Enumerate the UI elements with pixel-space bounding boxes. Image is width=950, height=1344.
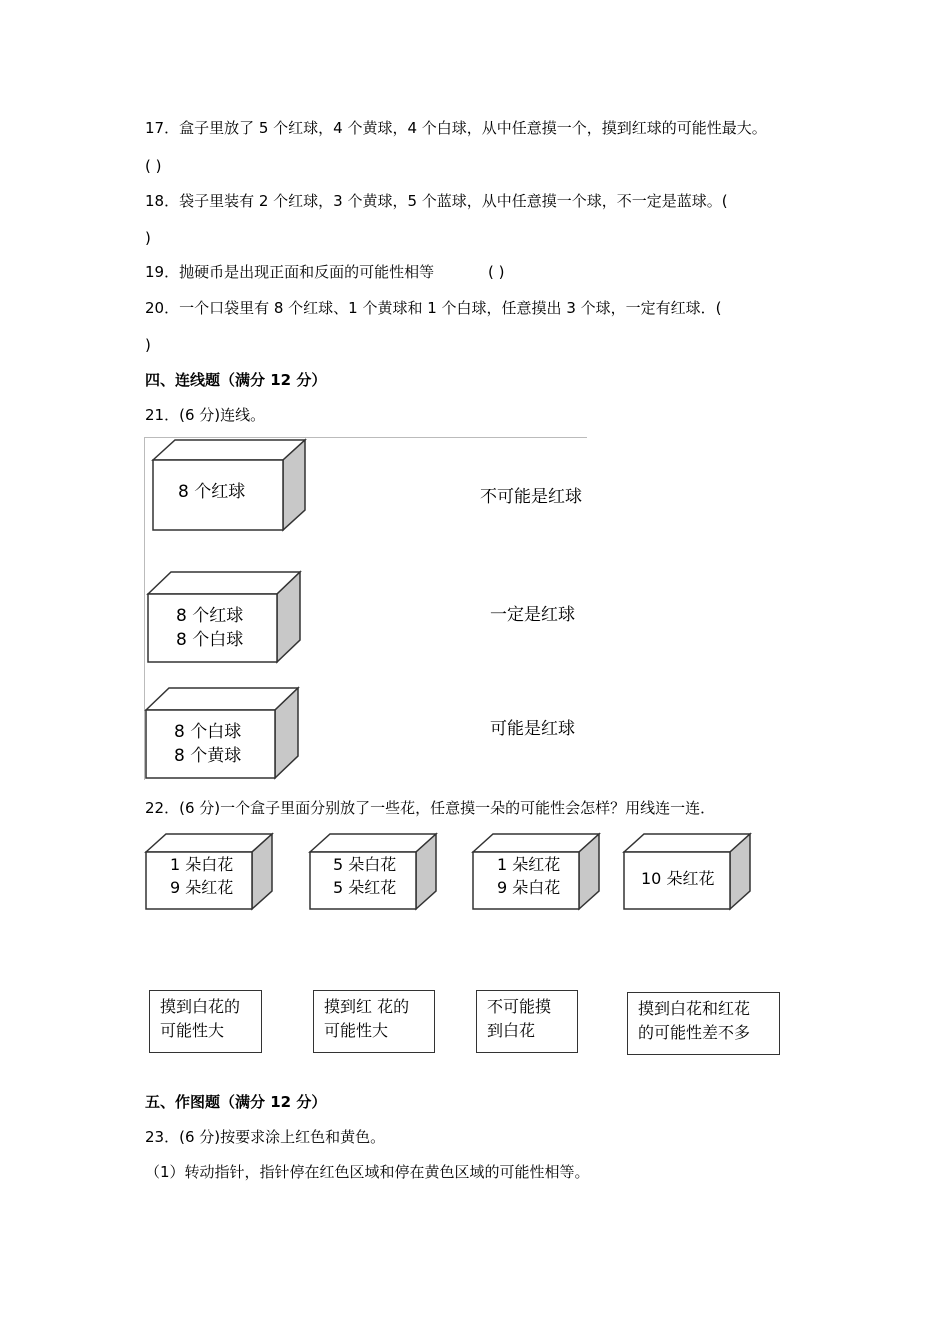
q22-title: 22．(6 分)一个盒子里面分别放了一些花，任意摸一朵的可能性会怎样？用线连一连． bbox=[145, 799, 716, 817]
q20-text: 20．一个口袋里有 8 个红球、1 个黄球和 1 个白球，任意摸出 3 个球，一定有红球．( bbox=[145, 299, 722, 317]
section-5-heading: 五、作图题（满分 12 分） bbox=[145, 1093, 327, 1111]
q23-sub1: （1）转动指针，指针停在红色区域和停在黄色区域的可能性相等。 bbox=[145, 1163, 590, 1181]
q19-text: 19．抛硬币是出现正面和反面的可能性相等 bbox=[145, 263, 435, 281]
q21-answer-possible: 可能是红球 bbox=[490, 719, 575, 739]
q18-text: 18．袋子里装有 2 个红球，3 个黄球，5 个蓝球，从中任意摸一个球，不一定是蓝球。( bbox=[145, 192, 728, 210]
q19-answer-paren: ( ) bbox=[488, 263, 505, 281]
q21-box-3-label: 8 个白球 8 个黄球 bbox=[174, 722, 242, 766]
q20-answer-paren: ) bbox=[145, 336, 151, 354]
q21-answer-impossible: 不可能是红球 bbox=[480, 487, 582, 507]
q21-title: 21．(6 分)连线。 bbox=[145, 406, 266, 424]
q21-box-1-label: 8 个红球 bbox=[178, 482, 246, 502]
q22-box-3-label: 1 朵红花 9 朵白花 bbox=[497, 855, 561, 897]
q17-answer-paren: ( ) bbox=[145, 157, 162, 175]
q22-answer-no-white: 不可能摸 到白花 bbox=[476, 990, 578, 1053]
q22-box-4-label: 10 朵红花 bbox=[641, 869, 715, 888]
q18-answer-paren: ) bbox=[145, 229, 151, 247]
q23-title: 23．(6 分)按要求涂上红色和黄色。 bbox=[145, 1128, 386, 1146]
q21-box-2-label: 8 个红球 8 个白球 bbox=[176, 606, 244, 650]
q22-answer-equal: 摸到白花和红花 的可能性差不多 bbox=[627, 992, 780, 1055]
q22-answer-white-likely: 摸到白花的 可能性大 bbox=[149, 990, 262, 1053]
q21-answer-certain: 一定是红球 bbox=[490, 605, 575, 625]
q22-box-2-label: 5 朵白花 5 朵红花 bbox=[333, 855, 397, 897]
q22-answer-red-likely: 摸到红 花的 可能性大 bbox=[313, 990, 435, 1053]
q22-box-1-label: 1 朵白花 9 朵红花 bbox=[170, 855, 234, 897]
section-4-heading: 四、连线题（满分 12 分） bbox=[145, 371, 327, 389]
q17-text: 17．盒子里放了 5 个红球，4 个黄球，4 个白球，从中任意摸一个，摸到红球的可能性最大。 bbox=[145, 119, 767, 137]
